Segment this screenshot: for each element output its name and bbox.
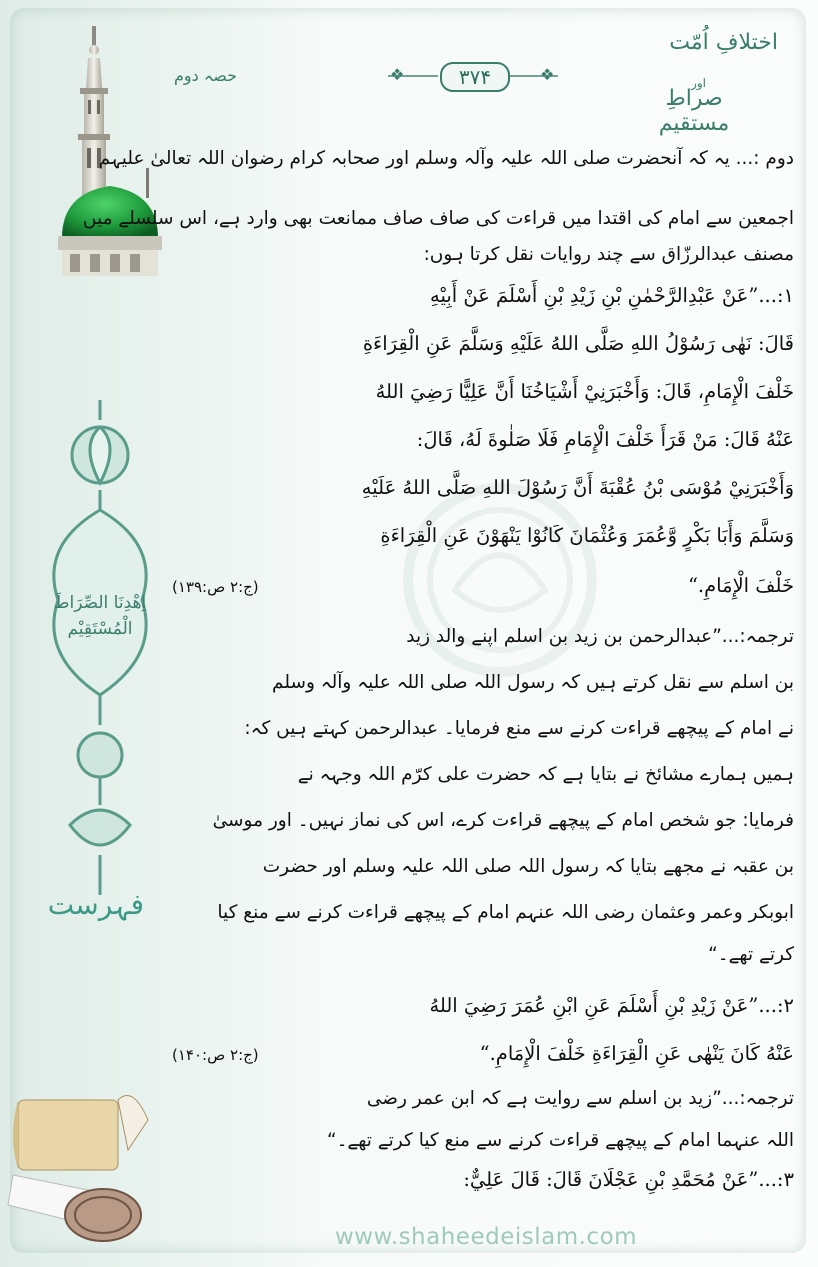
arabic-line: قَالَ: نَهٰى رَسُوْلُ اللهِ صَلَّى اللهُ عَلَيْهِ وَسَلَّمَ عَنِ الْقِرَاءَةِ: [362, 332, 794, 355]
translation-line: ہمیں ہمارے مشائخ نے بتایا ہے کہ حضرت علی کرّم اللہ وجہہ نے: [297, 764, 794, 785]
translation-line: فرمایا: جو شخص امام کے پیچھے قراءت کرے، اس کی نماز نہیں۔ اور موسیٰ: [212, 810, 794, 831]
arabic-line: وَسَلَّمَ وَأَبَا بَكْرٍ وَّعُمَرَ وَعُثْمَانَ كَانُوْا يَنْهَوْنَ عَنِ الْقِرَاءَةِ: [380, 524, 794, 547]
translation-line: اللہ عنہما امام کے پیچھے قراءت کرنے سے منع کیا کرتے تھے۔“: [326, 1130, 794, 1151]
reference-citation: (ج:۲ ص:۱۳۹): [172, 578, 259, 596]
content-line: اجمعین سے امام کی اقتدا میں قراءت کی صاف صاف ممانعت بھی وارد ہے، اس سلسلے میں: [82, 208, 794, 229]
arabic-line: وَأَخْبَرَنِيْ مُوْسَى بْنُ عُقْبَةَ أَنَّ رَسُوْلَ اللهِ صَلَّى اللهُ عَلَيْهِ: [361, 476, 794, 499]
content-line: مصنف عبدالرزّاق سے چند روایات نقل کرتا ہوں:: [423, 244, 794, 265]
translation-line: نے امام کے پیچھے قراءت کرنے سے منع فرمایا۔ عبدالرحمن کہتے ہیں کہ:: [244, 718, 794, 739]
ornament-caption: اِھْدِنَا الصِّرَاطَ الْمُسْتَقِیْم: [53, 593, 147, 639]
translation-line: ترجمہ:...”عبدالرحمن بن زید بن اسلم اپنے والد زید: [406, 626, 794, 647]
side-ornament: [40, 395, 160, 920]
ornament-left-icon: ❖: [390, 65, 405, 84]
translation-line: بن اسلم سے نقل کرتے ہیں کہ رسول اللہ صلی اللہ علیہ وآلہ وسلم: [272, 672, 794, 693]
arabic-line: عَنْهُ قَالَ: مَنْ قَرَأَ خَلْفَ الْإِمَامِ فَلَا صَلٰوةَ لَهُ، قَالَ:: [416, 428, 794, 451]
arabic-line: ۱:...”عَنْ عَبْدِالرَّحْمٰنِ بْنِ زَيْدِ بْنِ أَسْلَمَ عَنْ أَبِيْهِ: [429, 284, 794, 307]
page-number: ۳۷۴: [440, 62, 510, 92]
arabic-line: خَلْفَ الْإِمَامِ.“: [687, 574, 794, 597]
index-link[interactable]: فہرست: [47, 888, 144, 921]
arabic-line: عَنْهُ كَانَ يَنْهٰى عَنِ الْقِرَاءَةِ خَلْفَ الْإِمَامِ.“: [479, 1042, 794, 1065]
arabic-line: خَلْفَ الْإِمَامِ، قَالَ: وَأَخْبَرَنِيْ أَشْيَاخُنَا أَنَّ عَلِيًّا رَضِيَ اللهُ: [375, 380, 794, 403]
book-title-line1: اختلافِ اُمّت: [669, 30, 778, 55]
book-title-line2: اور: [691, 76, 706, 90]
reference-citation: (ج:۲ ص:۱۴۰): [172, 1046, 259, 1064]
translation-line: ابوبکر وعمر وعثمان رضی اللہ عنہم امام کے پیچھے قراءت کرنے سے منع کیا: [217, 902, 794, 923]
arabic-line: ۳:...”عَنْ مُحَمَّدِ بْنِ عَجْلَانَ قَالَ: قَالَ عَلِيٌّ:: [463, 1168, 794, 1191]
translation-line: ترجمہ:...”زید بن اسلم سے روایت ہے کہ ابن عمر رضی: [366, 1088, 794, 1109]
website-watermark[interactable]: www.shaheedeislam.com: [334, 1224, 638, 1250]
book-title-line3: صراطِ مستقیم: [658, 86, 730, 136]
scroll-quill-decoration: [8, 1080, 158, 1245]
section-label: حصہ دوم: [174, 66, 237, 85]
content-line: دوم :... یہ کہ آنحضرت صلی اللہ علیہ وآلہ وسلم اور صحابہ کرام رضوان اللہ تعالیٰ علیہم: [98, 148, 794, 169]
translation-line: بن عقبہ نے مجھے بتایا کہ رسول اللہ صلی اللہ علیہ وسلم اور حضرت: [262, 856, 794, 877]
ornament-right-icon: ❖: [540, 65, 555, 84]
translation-line: کرتے تھے۔“: [708, 944, 794, 965]
arabic-line: ۲:...”عَنْ زَيْدِ بْنِ أَسْلَمَ عَنِ ابْنِ عُمَرَ رَضِيَ اللهُ: [429, 994, 794, 1017]
